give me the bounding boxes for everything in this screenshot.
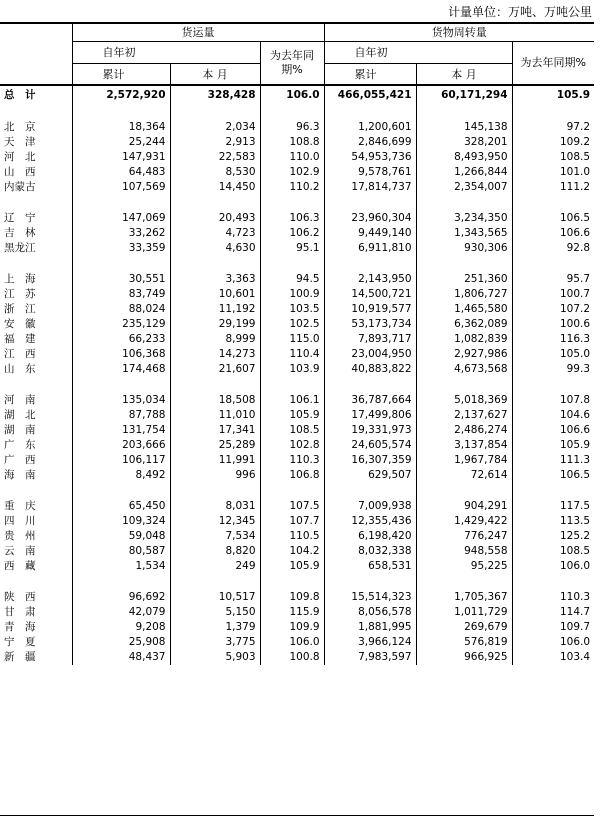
region-name: 山 西	[4, 166, 36, 178]
cell-ft-pct: 106.6	[512, 423, 594, 438]
table-row	[0, 287, 594, 302]
table-row	[0, 408, 594, 423]
cell-fv-cum: 131,754	[72, 423, 170, 438]
cell-fv-month: 10,517	[170, 590, 260, 605]
region-name: 广 西	[4, 454, 36, 466]
cell-fv-month: 4,630	[170, 241, 260, 256]
cell-ft-month: 3,137,854	[416, 438, 512, 453]
cell-ft-month: 966,925	[416, 650, 512, 665]
total-row	[0, 85, 594, 104]
cell-fv-month: 14,273	[170, 347, 260, 362]
header-ft-yoy: 为去年同期%	[512, 41, 594, 85]
cell-ft-month: 1,082,839	[416, 332, 512, 347]
cell-ft-cum: 1,200,601	[324, 120, 416, 135]
header-freight-volume: 货运量	[72, 23, 324, 41]
cell-fv-pct: 115.9	[260, 605, 324, 620]
cell-fv-month: 10,601	[170, 287, 260, 302]
cell-fv-cum: 106,368	[72, 347, 170, 362]
cell-fv-cum: 33,262	[72, 226, 170, 241]
region-name: 黑龙江	[4, 242, 36, 254]
spacer-row	[0, 104, 594, 120]
cell-ft-pct: 117.5	[512, 499, 594, 514]
cell-fv-pct: 110.0	[260, 150, 324, 165]
region-name: 内蒙古	[4, 181, 36, 193]
cell-ft-month: 2,354,007	[416, 180, 512, 195]
cell-ft-cum: 7,009,938	[324, 499, 416, 514]
cell-ft-pct: 116.3	[512, 332, 594, 347]
cell-ft-cum: 2,846,699	[324, 135, 416, 150]
cell-fv-cum: 64,483	[72, 165, 170, 180]
cell-ft-month: 948,558	[416, 544, 512, 559]
cell-fv-pct: 110.2	[260, 180, 324, 195]
region-name: 浙 江	[4, 303, 36, 315]
cell-fv-pct: 103.5	[260, 302, 324, 317]
cell-fv-cum: 174,468	[72, 362, 170, 377]
table-row	[0, 605, 594, 620]
cell-fv-month: 249	[170, 559, 260, 574]
table-row	[0, 423, 594, 438]
cell-ft-cum: 1,881,995	[324, 620, 416, 635]
cell-ft-cum: 6,911,810	[324, 241, 416, 256]
cell-ft-pct: 106.0	[512, 635, 594, 650]
cell-ft-cum: 9,449,140	[324, 226, 416, 241]
cell-ft-month: 269,679	[416, 620, 512, 635]
cell-ft-pct: 111.2	[512, 180, 594, 195]
cell-fv-pct: 96.3	[260, 120, 324, 135]
cell-fv-cum: 147,069	[72, 211, 170, 226]
cell-ft-month: 576,819	[416, 635, 512, 650]
cell-fv-month: 4,723	[170, 226, 260, 241]
table-row	[0, 180, 594, 195]
cell-ft-cum: 3,966,124	[324, 635, 416, 650]
region-name: 上 海	[4, 273, 36, 285]
cell-ft-cum: 7,893,717	[324, 332, 416, 347]
cell-ft-cum: 629,507	[324, 468, 416, 483]
table-row	[0, 272, 594, 287]
cell-ft-pct: 92.8	[512, 241, 594, 256]
table-row	[0, 150, 594, 165]
cell-ft-pct: 113.5	[512, 514, 594, 529]
region-name: 新 疆	[4, 651, 36, 663]
cell-ft-month: 60,171,294	[416, 85, 512, 104]
cell-fv-cum: 135,034	[72, 393, 170, 408]
region-name: 广 东	[4, 439, 36, 451]
cell-ft-cum: 14,500,721	[324, 287, 416, 302]
cell-fv-cum: 66,233	[72, 332, 170, 347]
cell-fv-pct: 110.5	[260, 529, 324, 544]
cell-ft-cum: 53,173,734	[324, 317, 416, 332]
cell-fv-cum: 25,244	[72, 135, 170, 150]
cell-ft-month: 1,343,565	[416, 226, 512, 241]
cell-ft-month: 1,806,727	[416, 287, 512, 302]
cell-ft-pct: 104.6	[512, 408, 594, 423]
cell-ft-cum: 10,919,577	[324, 302, 416, 317]
region-name: 湖 北	[4, 409, 36, 421]
region-name: 贵 州	[4, 530, 36, 542]
cell-ft-cum: 19,331,973	[324, 423, 416, 438]
region-name: 海 南	[4, 469, 36, 481]
cell-ft-month: 2,137,627	[416, 408, 512, 423]
cell-ft-month: 1,705,367	[416, 590, 512, 605]
table-row	[0, 544, 594, 559]
cell-fv-pct: 100.8	[260, 650, 324, 665]
cell-fv-month: 1,379	[170, 620, 260, 635]
cell-fv-month: 29,199	[170, 317, 260, 332]
cell-fv-cum: 235,129	[72, 317, 170, 332]
cell-fv-cum: 18,364	[72, 120, 170, 135]
cell-fv-cum: 87,788	[72, 408, 170, 423]
cell-ft-pct: 125.2	[512, 529, 594, 544]
cell-ft-month: 1,967,784	[416, 453, 512, 468]
region-name: 云 南	[4, 545, 36, 557]
table-row	[0, 635, 594, 650]
cell-ft-cum: 9,578,761	[324, 165, 416, 180]
cell-ft-pct: 99.3	[512, 362, 594, 377]
header-fv-ytd: 自年初	[72, 41, 260, 63]
cell-fv-pct: 102.8	[260, 438, 324, 453]
region-name: 湖 南	[4, 424, 36, 436]
cell-ft-pct: 105.0	[512, 347, 594, 362]
cell-ft-pct: 111.3	[512, 453, 594, 468]
cell-ft-month: 95,225	[416, 559, 512, 574]
cell-fv-month: 17,341	[170, 423, 260, 438]
cell-ft-cum: 466,055,421	[324, 85, 416, 104]
cell-ft-pct: 108.5	[512, 544, 594, 559]
cell-ft-month: 251,360	[416, 272, 512, 287]
region-name: 青 海	[4, 621, 36, 633]
table-row	[0, 241, 594, 256]
cell-fv-month: 21,607	[170, 362, 260, 377]
table-row	[0, 529, 594, 544]
spacer-row	[0, 195, 594, 211]
cell-ft-cum: 23,960,304	[324, 211, 416, 226]
spacer-row	[0, 256, 594, 272]
cell-ft-pct: 95.7	[512, 272, 594, 287]
cell-ft-month: 904,291	[416, 499, 512, 514]
cell-fv-cum: 65,450	[72, 499, 170, 514]
cell-fv-cum: 107,569	[72, 180, 170, 195]
cell-fv-month: 8,530	[170, 165, 260, 180]
cell-fv-month: 996	[170, 468, 260, 483]
cell-fv-month: 18,508	[170, 393, 260, 408]
table-row	[0, 650, 594, 665]
header-freight-turnover: 货物周转量	[324, 23, 594, 41]
cell-ft-month: 4,673,568	[416, 362, 512, 377]
table-row	[0, 499, 594, 514]
cell-fv-cum: 42,079	[72, 605, 170, 620]
cell-ft-month: 8,493,950	[416, 150, 512, 165]
spacer-row	[0, 574, 594, 590]
cell-fv-month: 5,150	[170, 605, 260, 620]
cell-fv-month: 20,493	[170, 211, 260, 226]
cell-fv-pct: 106.3	[260, 211, 324, 226]
table-row	[0, 226, 594, 241]
cell-fv-cum: 96,692	[72, 590, 170, 605]
cell-fv-cum: 8,492	[72, 468, 170, 483]
cell-fv-month: 12,345	[170, 514, 260, 529]
cell-ft-month: 2,927,986	[416, 347, 512, 362]
cell-fv-month: 11,010	[170, 408, 260, 423]
cell-ft-cum: 40,883,822	[324, 362, 416, 377]
table-body	[0, 85, 594, 665]
cell-fv-month: 14,450	[170, 180, 260, 195]
header-ft-month: 本 月	[416, 63, 512, 85]
cell-ft-pct: 97.2	[512, 120, 594, 135]
cell-fv-month: 3,363	[170, 272, 260, 287]
spacer-row	[0, 483, 594, 499]
cell-ft-cum: 12,355,436	[324, 514, 416, 529]
cell-fv-pct: 109.8	[260, 590, 324, 605]
table-row	[0, 120, 594, 135]
table-row	[0, 362, 594, 377]
cell-ft-pct: 107.8	[512, 393, 594, 408]
cell-ft-pct: 103.4	[512, 650, 594, 665]
cell-ft-pct: 114.7	[512, 605, 594, 620]
region-name: 江 西	[4, 348, 36, 360]
cell-ft-pct: 100.6	[512, 317, 594, 332]
cell-ft-cum: 658,531	[324, 559, 416, 574]
region-name: 陕 西	[4, 591, 36, 603]
cell-fv-month: 11,991	[170, 453, 260, 468]
cell-ft-pct: 106.5	[512, 468, 594, 483]
table-row	[0, 165, 594, 180]
cell-fv-pct: 102.5	[260, 317, 324, 332]
cell-ft-cum: 17,499,806	[324, 408, 416, 423]
cell-fv-month: 2,913	[170, 135, 260, 150]
cell-ft-cum: 16,307,359	[324, 453, 416, 468]
region-name: 山 东	[4, 363, 36, 375]
cell-ft-pct: 107.2	[512, 302, 594, 317]
cell-ft-cum: 17,814,737	[324, 180, 416, 195]
table-row	[0, 302, 594, 317]
cell-ft-pct: 109.2	[512, 135, 594, 150]
cell-fv-month: 8,031	[170, 499, 260, 514]
cell-ft-pct: 109.7	[512, 620, 594, 635]
cell-ft-pct: 100.7	[512, 287, 594, 302]
cell-ft-month: 3,234,350	[416, 211, 512, 226]
cell-fv-cum: 33,359	[72, 241, 170, 256]
cell-ft-cum: 6,198,420	[324, 529, 416, 544]
cell-fv-pct: 107.7	[260, 514, 324, 529]
cell-ft-pct: 106.6	[512, 226, 594, 241]
table-header	[0, 23, 594, 85]
region-name: 四 川	[4, 515, 36, 527]
cell-ft-month: 1,011,729	[416, 605, 512, 620]
cell-fv-pct: 107.5	[260, 499, 324, 514]
cell-fv-cum: 83,749	[72, 287, 170, 302]
cell-fv-pct: 106.1	[260, 393, 324, 408]
table-row	[0, 317, 594, 332]
cell-fv-pct: 103.9	[260, 362, 324, 377]
cell-fv-pct: 102.9	[260, 165, 324, 180]
cell-ft-cum: 8,056,578	[324, 605, 416, 620]
cell-fv-pct: 105.9	[260, 559, 324, 574]
cell-fv-pct: 104.2	[260, 544, 324, 559]
cell-fv-cum: 109,324	[72, 514, 170, 529]
cell-ft-cum: 2,143,950	[324, 272, 416, 287]
cell-fv-pct: 109.9	[260, 620, 324, 635]
cell-fv-pct: 110.3	[260, 453, 324, 468]
table-row	[0, 514, 594, 529]
table-row	[0, 453, 594, 468]
cell-ft-month: 930,306	[416, 241, 512, 256]
cell-fv-month: 5,903	[170, 650, 260, 665]
region-name: 重 庆	[4, 500, 36, 512]
cell-fv-pct: 106.8	[260, 468, 324, 483]
region-name: 河 南	[4, 394, 36, 406]
cell-fv-cum: 30,551	[72, 272, 170, 287]
cell-ft-cum: 24,605,574	[324, 438, 416, 453]
cell-fv-cum: 147,931	[72, 150, 170, 165]
cell-fv-cum: 48,437	[72, 650, 170, 665]
table-row	[0, 468, 594, 483]
cell-ft-month: 2,486,274	[416, 423, 512, 438]
cell-ft-cum: 36,787,664	[324, 393, 416, 408]
cell-ft-cum: 15,514,323	[324, 590, 416, 605]
cell-fv-pct: 115.0	[260, 332, 324, 347]
cell-fv-cum: 2,572,920	[72, 85, 170, 104]
cell-fv-pct: 108.5	[260, 423, 324, 438]
table-row	[0, 211, 594, 226]
region-name: 吉 林	[4, 227, 36, 239]
region-name: 河 北	[4, 151, 36, 163]
cell-ft-cum: 23,004,950	[324, 347, 416, 362]
cell-fv-cum: 1,534	[72, 559, 170, 574]
cell-fv-pct: 106.0	[260, 635, 324, 650]
cell-fv-month: 22,583	[170, 150, 260, 165]
cell-ft-pct: 105.9	[512, 438, 594, 453]
region-name: 福 建	[4, 333, 36, 345]
cell-ft-month: 1,465,580	[416, 302, 512, 317]
cell-fv-pct: 94.5	[260, 272, 324, 287]
cell-fv-cum: 88,024	[72, 302, 170, 317]
table-row	[0, 559, 594, 574]
cell-ft-month: 5,018,369	[416, 393, 512, 408]
cell-ft-month: 145,138	[416, 120, 512, 135]
cell-fv-cum: 203,666	[72, 438, 170, 453]
cell-fv-cum: 106,117	[72, 453, 170, 468]
cell-ft-month: 72,614	[416, 468, 512, 483]
cell-ft-pct: 110.3	[512, 590, 594, 605]
freight-table	[0, 22, 594, 665]
cell-fv-month: 3,775	[170, 635, 260, 650]
cell-ft-pct: 101.0	[512, 165, 594, 180]
cell-fv-pct: 106.2	[260, 226, 324, 241]
cell-fv-pct: 110.4	[260, 347, 324, 362]
cell-ft-pct: 106.5	[512, 211, 594, 226]
header-fv-yoy: 为去年同期%	[260, 41, 324, 85]
cell-fv-month: 11,192	[170, 302, 260, 317]
table-row	[0, 347, 594, 362]
cell-ft-pct: 105.9	[512, 85, 594, 104]
cell-ft-pct: 108.5	[512, 150, 594, 165]
cell-ft-cum: 7,983,597	[324, 650, 416, 665]
region-name: 安 徽	[4, 318, 36, 330]
cell-ft-month: 1,429,422	[416, 514, 512, 529]
cell-ft-cum: 8,032,338	[324, 544, 416, 559]
cell-fv-month: 7,534	[170, 529, 260, 544]
cell-fv-pct: 108.8	[260, 135, 324, 150]
cell-fv-pct: 106.0	[260, 85, 324, 104]
table-row	[0, 135, 594, 150]
cell-fv-month: 328,428	[170, 85, 260, 104]
region-name: 甘 肃	[4, 606, 36, 618]
region-name: 天 津	[4, 136, 36, 148]
table-row	[0, 590, 594, 605]
region-name: 辽 宁	[4, 212, 36, 224]
table-row	[0, 620, 594, 635]
cell-ft-month: 776,247	[416, 529, 512, 544]
cell-fv-cum: 59,048	[72, 529, 170, 544]
region-name: 西 藏	[4, 560, 36, 572]
header-ft-ytd: 自年初	[324, 41, 512, 63]
cell-fv-cum: 25,908	[72, 635, 170, 650]
cell-ft-cum: 54,953,736	[324, 150, 416, 165]
region-name: 江 苏	[4, 288, 36, 300]
spacer-row	[0, 377, 594, 393]
cell-ft-month: 6,362,089	[416, 317, 512, 332]
cell-fv-cum: 9,208	[72, 620, 170, 635]
header-fv-cumulative: 累计	[72, 63, 170, 85]
region-name: 北 京	[4, 121, 36, 133]
cell-fv-pct: 100.9	[260, 287, 324, 302]
table-row	[0, 393, 594, 408]
table-row	[0, 332, 594, 347]
cell-ft-month: 1,266,844	[416, 165, 512, 180]
cell-fv-pct: 105.9	[260, 408, 324, 423]
header-fv-month: 本 月	[170, 63, 260, 85]
cell-fv-month: 25,289	[170, 438, 260, 453]
cell-fv-pct: 95.1	[260, 241, 324, 256]
cell-fv-month: 8,999	[170, 332, 260, 347]
header-ft-cumulative: 累计	[324, 63, 416, 85]
region-name: 总 计	[4, 89, 36, 101]
cell-ft-month: 328,201	[416, 135, 512, 150]
cell-fv-cum: 80,587	[72, 544, 170, 559]
region-name: 宁 夏	[4, 636, 36, 648]
table-row	[0, 438, 594, 453]
cell-fv-month: 8,820	[170, 544, 260, 559]
cell-ft-pct: 106.0	[512, 559, 594, 574]
unit-label: 计量单位：万吨、万吨公里	[447, 5, 592, 19]
cell-fv-month: 2,034	[170, 120, 260, 135]
